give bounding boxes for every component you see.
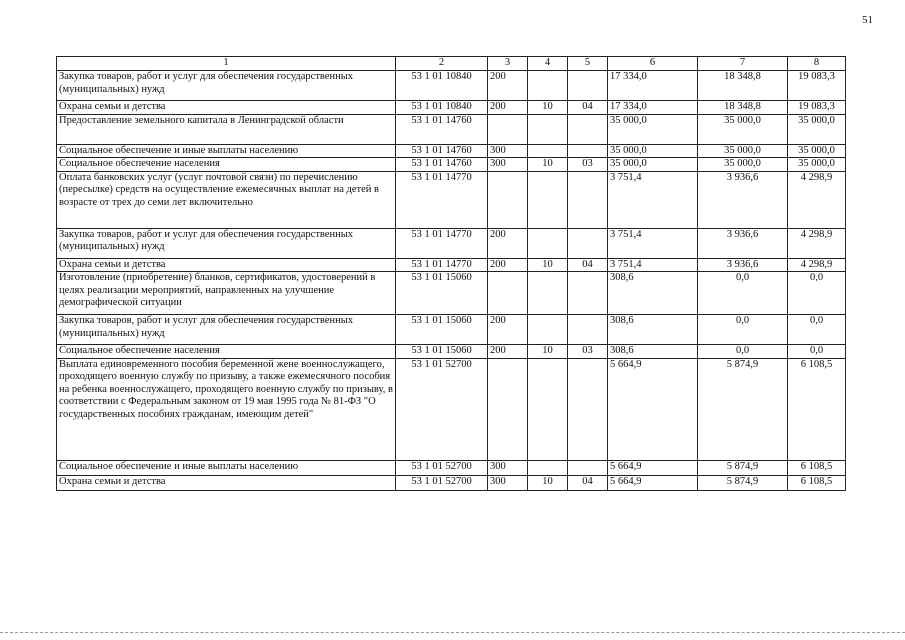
row-value-col6: 35 000,0	[608, 114, 698, 144]
row-value-col6: 3 751,4	[608, 258, 698, 272]
row-value-col7: 5 874,9	[698, 460, 788, 475]
bottom-scan-line	[0, 632, 905, 633]
row-value-col8: 35 000,0	[788, 114, 846, 144]
table-row	[57, 258, 846, 272]
row-value-col7: 5 874,9	[698, 475, 788, 490]
row-name: Изготовление (приобретение) бланков, сертификатов, удостоверений в целях реализации мероприятий, направленных на улучшение демографической ситуации	[57, 272, 396, 315]
row-subsection	[568, 144, 608, 158]
row-expense-type: 200	[488, 315, 528, 345]
row-value-col8: 6 108,5	[788, 475, 846, 490]
row-value-col6: 5 664,9	[608, 475, 698, 490]
row-expense-type	[488, 272, 528, 315]
table-row	[57, 460, 846, 475]
row-value-col8: 4 298,9	[788, 258, 846, 272]
table-row	[57, 345, 846, 359]
column-header: 1	[57, 57, 396, 71]
row-value-col7: 0,0	[698, 315, 788, 345]
row-value-col8: 6 108,5	[788, 358, 846, 460]
row-value-col7: 18 348,8	[698, 71, 788, 101]
row-value-col7: 18 348,8	[698, 101, 788, 115]
column-header: 3	[488, 57, 528, 71]
row-section	[528, 228, 568, 258]
row-subsection: 04	[568, 475, 608, 490]
row-subsection: 03	[568, 345, 608, 359]
row-expense-type: 200	[488, 345, 528, 359]
row-section: 10	[528, 101, 568, 115]
row-value-col6: 5 664,9	[608, 460, 698, 475]
row-section: 10	[528, 345, 568, 359]
row-value-col7: 3 936,6	[698, 171, 788, 228]
row-name: Охрана семьи и детства	[57, 475, 396, 490]
row-expense-type: 300	[488, 475, 528, 490]
row-code: 53 1 01 52700	[396, 358, 488, 460]
row-value-col7: 5 874,9	[698, 358, 788, 460]
row-subsection	[568, 228, 608, 258]
row-code: 53 1 01 15060	[396, 345, 488, 359]
row-code: 53 1 01 10840	[396, 71, 488, 101]
row-subsection	[568, 272, 608, 315]
row-value-col7: 35 000,0	[698, 158, 788, 172]
row-expense-type	[488, 358, 528, 460]
row-code: 53 1 01 14760	[396, 114, 488, 144]
row-value-col8: 4 298,9	[788, 228, 846, 258]
row-name: Выплата единовременного пособия беременной жене военнослужащего, проходящего военную службу по призыву, а также ежемесячного пособия на ребенка военнослужащего, проходящего военную службу по призыву, в соответствии с Федеральным законом от 19 мая 1995 года № 81-ФЗ "О государственных пособиях гражданам, имеющим детей"	[57, 358, 396, 460]
row-name: Социальное обеспечение населения	[57, 345, 396, 359]
row-code: 53 1 01 14770	[396, 228, 488, 258]
row-value-col7: 35 000,0	[698, 114, 788, 144]
row-expense-type: 200	[488, 101, 528, 115]
table-row	[57, 71, 846, 101]
row-name: Оплата банковских услуг (услуг почтовой связи) по перечислению (пересылке) средств на осуществление ежемесячных выплат на детей в возрасте от трех до семи лет включительно	[57, 171, 396, 228]
row-subsection: 04	[568, 258, 608, 272]
row-code: 53 1 01 15060	[396, 315, 488, 345]
row-expense-type	[488, 171, 528, 228]
row-subsection	[568, 358, 608, 460]
row-value-col8: 35 000,0	[788, 144, 846, 158]
row-value-col6: 308,6	[608, 345, 698, 359]
row-subsection: 04	[568, 101, 608, 115]
table-row	[57, 114, 846, 144]
row-section: 10	[528, 258, 568, 272]
row-value-col7: 0,0	[698, 345, 788, 359]
column-header: 6	[608, 57, 698, 71]
column-header: 4	[528, 57, 568, 71]
page-number: 51	[862, 14, 873, 26]
row-value-col8: 19 083,3	[788, 71, 846, 101]
column-header: 7	[698, 57, 788, 71]
row-value-col8: 0,0	[788, 272, 846, 315]
table-row	[57, 358, 846, 460]
row-section	[528, 71, 568, 101]
row-code: 53 1 01 52700	[396, 460, 488, 475]
row-value-col7: 35 000,0	[698, 144, 788, 158]
row-value-col6: 3 751,4	[608, 171, 698, 228]
row-name: Охрана семьи и детства	[57, 258, 396, 272]
row-value-col6: 17 334,0	[608, 71, 698, 101]
row-section	[528, 171, 568, 228]
row-value-col6: 17 334,0	[608, 101, 698, 115]
row-value-col7: 3 936,6	[698, 258, 788, 272]
row-value-col6: 3 751,4	[608, 228, 698, 258]
table-row	[57, 171, 846, 228]
row-value-col8: 4 298,9	[788, 171, 846, 228]
row-value-col6: 308,6	[608, 272, 698, 315]
table-row	[57, 272, 846, 315]
row-value-col6: 308,6	[608, 315, 698, 345]
table-row	[57, 315, 846, 345]
row-name: Социальное обеспечение населения	[57, 158, 396, 172]
row-value-col6: 5 664,9	[608, 358, 698, 460]
row-name: Закупка товаров, работ и услуг для обеспечения государственных (муниципальных) нужд	[57, 228, 396, 258]
row-value-col8: 19 083,3	[788, 101, 846, 115]
row-value-col8: 0,0	[788, 345, 846, 359]
row-value-col8: 6 108,5	[788, 460, 846, 475]
row-section	[528, 272, 568, 315]
table-body	[57, 71, 846, 491]
row-name: Закупка товаров, работ и услуг для обеспечения государственных (муниципальных) нужд	[57, 315, 396, 345]
row-expense-type: 300	[488, 460, 528, 475]
row-code: 53 1 01 15060	[396, 272, 488, 315]
table-row	[57, 144, 846, 158]
row-section: 10	[528, 158, 568, 172]
column-header: 2	[396, 57, 488, 71]
column-header: 5	[568, 57, 608, 71]
row-expense-type	[488, 114, 528, 144]
row-section	[528, 315, 568, 345]
row-value-col7: 0,0	[698, 272, 788, 315]
row-subsection	[568, 71, 608, 101]
row-name: Социальное обеспечение и иные выплаты населению	[57, 144, 396, 158]
row-code: 53 1 01 14770	[396, 171, 488, 228]
row-expense-type: 300	[488, 158, 528, 172]
table-row	[57, 475, 846, 490]
row-subsection	[568, 114, 608, 144]
row-subsection	[568, 460, 608, 475]
row-code: 53 1 01 52700	[396, 475, 488, 490]
table-row	[57, 101, 846, 115]
row-section: 10	[528, 475, 568, 490]
row-name: Социальное обеспечение и иные выплаты населению	[57, 460, 396, 475]
row-subsection	[568, 171, 608, 228]
row-subsection	[568, 315, 608, 345]
row-value-col7: 3 936,6	[698, 228, 788, 258]
budget-table	[56, 56, 846, 491]
header-row	[57, 57, 846, 71]
table-row	[57, 228, 846, 258]
row-value-col6: 35 000,0	[608, 144, 698, 158]
row-code: 53 1 01 14760	[396, 144, 488, 158]
row-section	[528, 114, 568, 144]
row-code: 53 1 01 14770	[396, 258, 488, 272]
row-value-col6: 35 000,0	[608, 158, 698, 172]
column-header: 8	[788, 57, 846, 71]
row-expense-type: 200	[488, 71, 528, 101]
row-name: Закупка товаров, работ и услуг для обеспечения государственных (муниципальных) нужд	[57, 71, 396, 101]
row-value-col8: 35 000,0	[788, 158, 846, 172]
row-name: Предоставление земельного капитала в Ленинградской области	[57, 114, 396, 144]
row-section	[528, 144, 568, 158]
row-expense-type: 300	[488, 144, 528, 158]
row-expense-type: 200	[488, 228, 528, 258]
row-expense-type: 200	[488, 258, 528, 272]
row-name: Охрана семьи и детства	[57, 101, 396, 115]
row-section	[528, 358, 568, 460]
table-row	[57, 158, 846, 172]
row-section	[528, 460, 568, 475]
row-code: 53 1 01 10840	[396, 101, 488, 115]
row-value-col8: 0,0	[788, 315, 846, 345]
row-subsection: 03	[568, 158, 608, 172]
row-code: 53 1 01 14760	[396, 158, 488, 172]
